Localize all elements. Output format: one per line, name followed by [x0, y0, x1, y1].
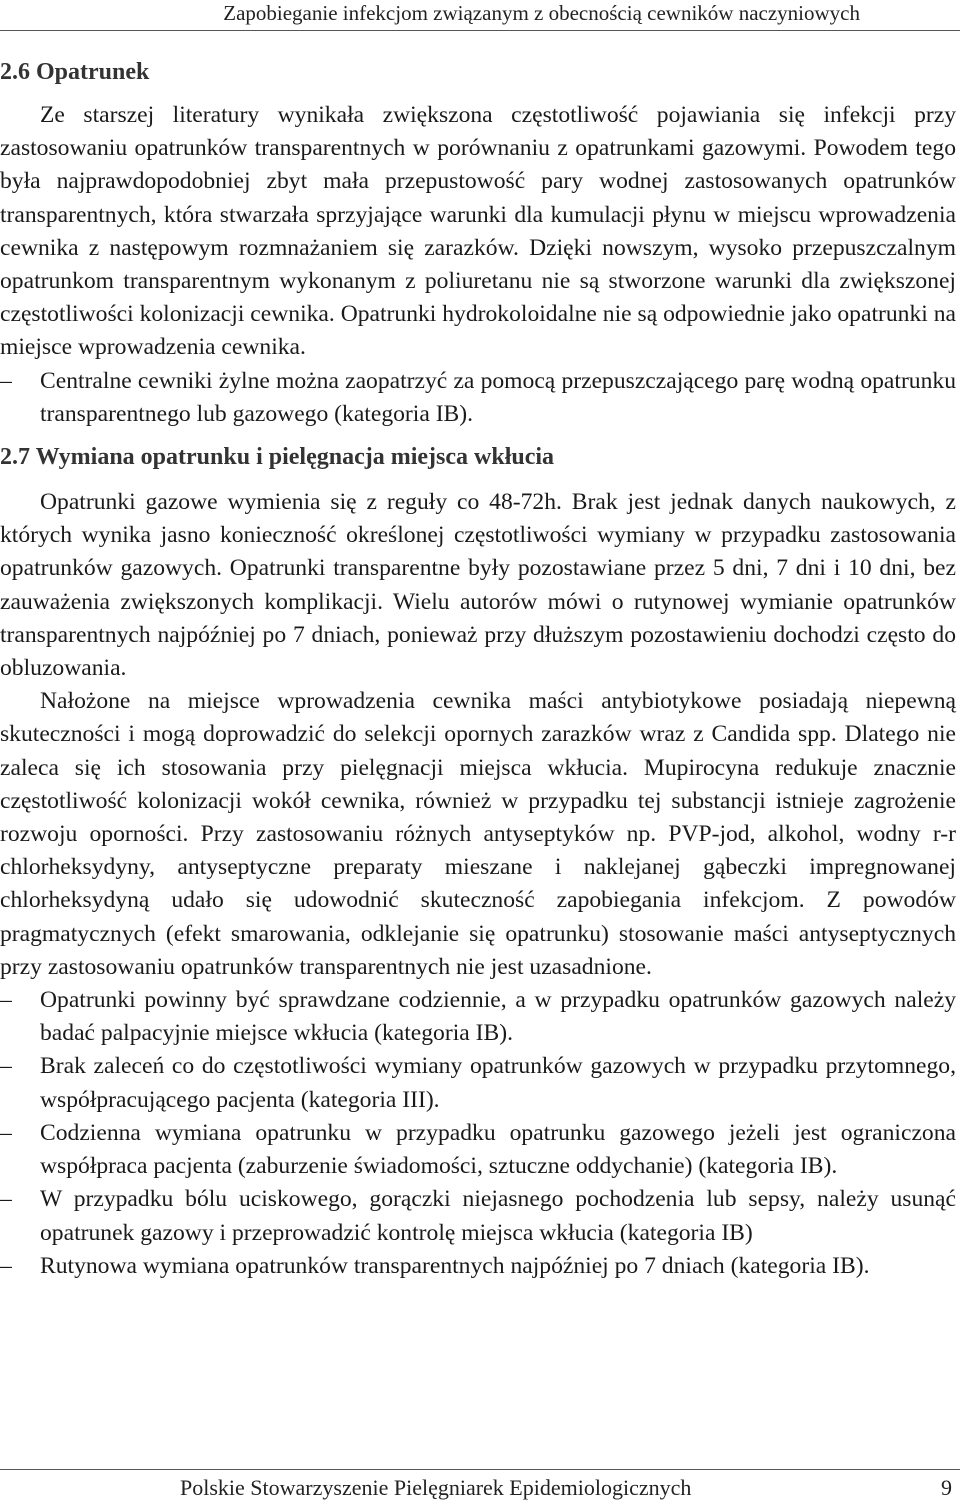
- recommendation-text: Centralne cewniki żylne można zaopatrzyć za pomocą przepuszczającego parę wodną opatrunku transparentnego lub gazowego (kategoria IB).: [40, 367, 956, 427]
- recommendation-list: [0, 984, 956, 1283]
- section-heading: 2.7 Wymiana opatrunku i pielęgnacja miejsca wkłucia: [0, 444, 555, 471]
- recommendation-text: Rutynowa wymiana opatrunków transparentnych najpóźniej po 7 dniach (kategoria IB).: [40, 1252, 870, 1279]
- section-paragraph: Ze starszej literatury wynikała zwiększona częstotliwość pojawiania się infekcji przy zastosowaniu opatrunków transparentnych w porównaniu z opatrunkami gazowymi. Powodem tego była najprawdopodobniej zbyt mała przepustowość pary wodnej zastosowanych opatrunków transparentnych, która stwarzała sprzyjające warunki dla kumulacji płynu w miejscu wprowadzenia cewnika z następowym rozmnażaniem się zarazków. Dzięki nowszym, wysoko przepuszczalnym opatrunkom transparentnym wykonanym z poliuretanu nie są stworzone warunki dla zwiększonej częstotliwości kolonizacji cewnika. Opatrunki hydrokoloidalne nie są odpowiednie jako opatrunki na miejsce wprowadzenia cewnika.: [0, 102, 956, 361]
- recommendation-text: Brak zaleceń co do częstotliwości wymiany opatrunków gazowych w przypadku przytomnego, współpracującego pacjenta (kategoria III).: [40, 1053, 956, 1113]
- section-paragraph: Opatrunki gazowe wymienia się z reguły co 48-72h. Brak jest jednak danych naukowych, z których wynika jasno konieczność określonej częstotliwości wymiany w przypadku zastosowania opatrunków gazowych. Opatrunki transparentne były pozostawiane przez 5 dni, 7 dni i 10 dni, bez zauważenia zwiększonych komplikacji. Wielu autorów mówi o rutynowej wymianie opatrunków transparentnych najpóźniej po 7 dniach, ponieważ przy dłuższym pozostawieniu dochodzi często do obluzowania.: [0, 489, 956, 682]
- recommendation-text: Opatrunki powinny być sprawdzane codziennie, a w przypadku opatrunków gazowych należy badać palpacyjnie miejsce wkłucia (kategoria IB).: [40, 987, 956, 1047]
- dash-bullet: –: [0, 367, 12, 394]
- running-header: Zapobieganie infekcjom związanym z obecnością cewników naczyniowych: [223, 1, 860, 25]
- page-number: 9: [941, 1475, 952, 1500]
- page-body: [0, 56, 956, 1283]
- recommendation-item: [0, 1250, 956, 1283]
- section-2-6: [0, 56, 956, 431]
- section-heading: 2.6 Opatrunek: [0, 59, 150, 85]
- section-paragraph: Nałożone na miejsce wprowadzenia cewnika maści antybiotykowe posiadają niepewną skuteczności i mogą doprowadzić do selekcji opornych zarazków wraz z Candida spp. Dlatego nie zaleca się ich stosowania przy pielęgnacji miejsca wkłucia. Mupirocyna redukuje znacznie częstotliwość kolonizacji wokół cewnika, również w przypadku tej substancji istnieje zagrożenie rozwoju oporności. Przy zastosowaniu różnych antyseptyków np. PVP-jod, alkohol, wodny r-r chlorheksydyny, antyseptyczne preparaty mieszane i naklejanej gąbeczki impregnowanej chlorheksydyną udało się udowodnić skuteczność zapobiegania infekcjom. Z powodów pragmatycznych (efekt smarowania, odklejanie się opatrunku) stosowanie maści antyseptycznych przy zastosowaniu opatrunków transparentnych nie jest uzasadnione.: [0, 688, 956, 980]
- section-2-7: [0, 441, 956, 1283]
- dash-bullet: –: [0, 1252, 12, 1279]
- dash-bullet: –: [0, 1119, 12, 1146]
- recommendation-item: [0, 984, 956, 1050]
- recommendation-item: [0, 365, 956, 431]
- recommendation-item: [0, 1183, 956, 1249]
- dash-bullet: –: [0, 987, 12, 1014]
- footer-divider: [0, 1469, 960, 1470]
- recommendation-text: W przypadku bólu uciskowego, gorączki niejasnego pochodzenia lub sepsy, należy usunąć opatrunek gazowy i przeprowadzić kontrolę miejsca wkłucia (kategoria IB): [40, 1186, 956, 1246]
- header-divider: [0, 30, 960, 31]
- dash-bullet: –: [0, 1053, 12, 1080]
- recommendation-item: [0, 1050, 956, 1116]
- dash-bullet: –: [0, 1186, 12, 1213]
- footer-organization: Polskie Stowarzyszenie Pielęgniarek Epidemiologicznych: [180, 1475, 692, 1500]
- recommendation-text: Codzienna wymiana opatrunku w przypadku opatrunku gazowego jeżeli jest ograniczona współpraca pacjenta (zaburzenie świadomości, sztuczne oddychanie) (kategoria IB).: [40, 1119, 956, 1180]
- recommendation-item: [0, 1117, 956, 1183]
- recommendation-list: [0, 365, 956, 431]
